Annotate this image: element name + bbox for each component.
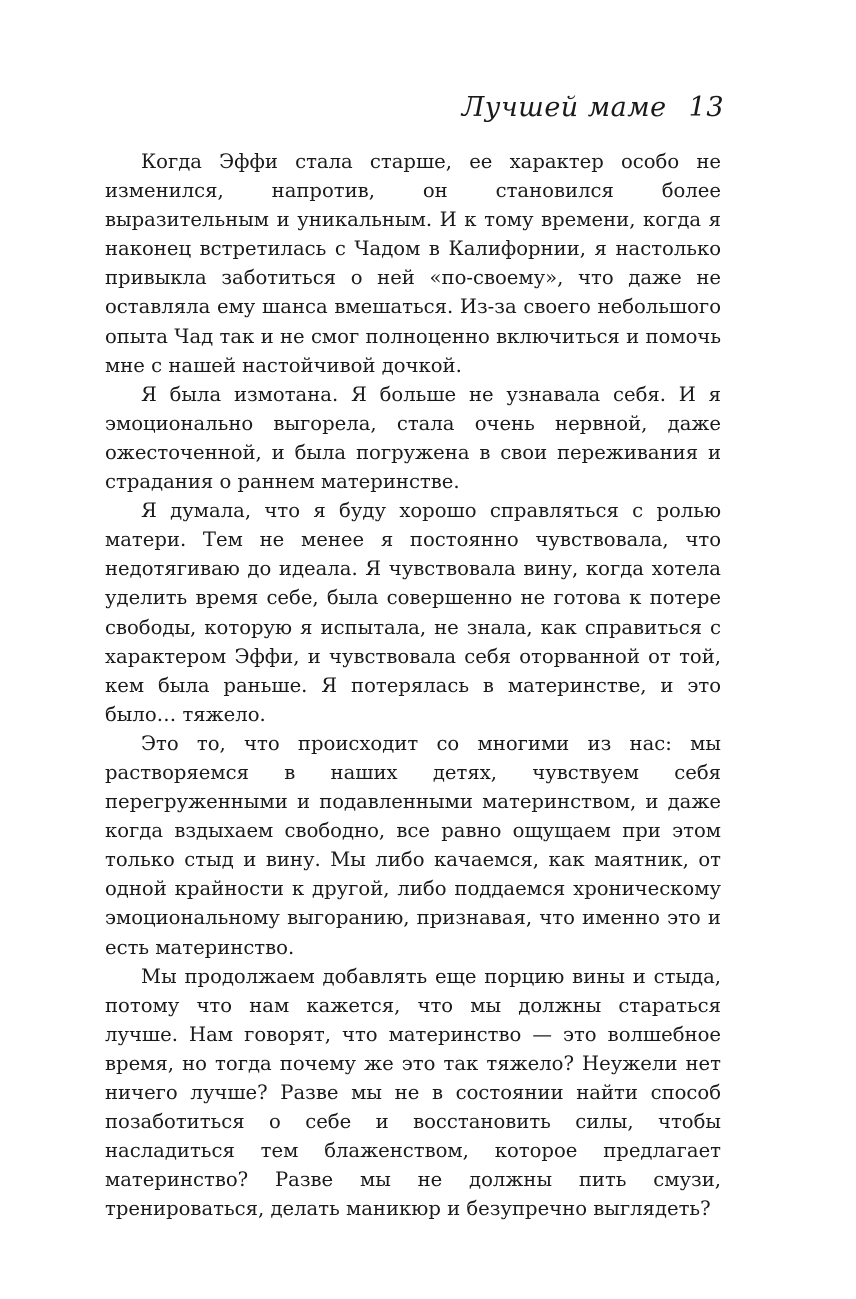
body-text bbox=[105, 147, 721, 1223]
chapter-title: Лучшей маме bbox=[461, 92, 667, 123]
paragraph: Это то, что происходит со многими из нас: мы растворяемся в наших детях, чувствуем себя перегруженными и подавленными материнством, и даже когда вздыхаем свободно, все равно ощущаем при этом только стыд и вину. Мы либо качаемся, как маятник, от одной крайности к другой, либо поддаемся хроническому эмоциональному выгоранию, признавая, что именно это и есть материнство. bbox=[105, 731, 721, 959]
paragraph: Я думала, что я буду хорошо справляться с ролью матери. Тем не менее я постоянно чувствовала, что недотягиваю до идеала. Я чувствовала вину, когда хотела уделить время себе, была совершенно не готова к потере свободы, которую я испытала, не знала, как справиться с характером Эффи, и чувствовала себя оторванной от той, кем была раньше. Я потерялась в материнстве, и это было… тяжело. bbox=[105, 499, 721, 726]
page-number: 13 bbox=[688, 92, 724, 123]
running-head bbox=[462, 92, 724, 123]
paragraph: Мы продолжаем добавлять еще порцию вины и стыда, потому что нам кажется, что мы должны стараться лучше. Нам говорят, что материнство — это волшебное время, но тогда почему же это так тяжело? Неужели нет ничего лучше? Разве мы не в состоянии найти способ позаботиться о себе и восстановить силы, чтобы насладиться тем блаженством, которое предлагает материнство? Разве мы не должны пить смузи, тренироваться, делать маникюр и безупречно выглядеть? bbox=[105, 964, 721, 1221]
paragraph: Когда Эффи стала старше, ее характер особо не изменился, напротив, он становился более выразительным и уникальным. И к тому времени, когда я наконец встретилась с Чадом в Калифорнии, я настолько привыкла заботиться о ней «по-своему», что даже не оставляла ему шанса вмешаться. Из-за своего небольшого опыта Чад так и не смог полноценно включиться и помочь мне с нашей настойчивой дочкой. bbox=[105, 150, 721, 377]
paragraph: Я была измотана. Я больше не узнавала себя. И я эмоционально выгорела, стала очень нервной, даже ожесточенной, и была погружена в свои переживания и страдания о раннем материнстве. bbox=[105, 382, 721, 494]
